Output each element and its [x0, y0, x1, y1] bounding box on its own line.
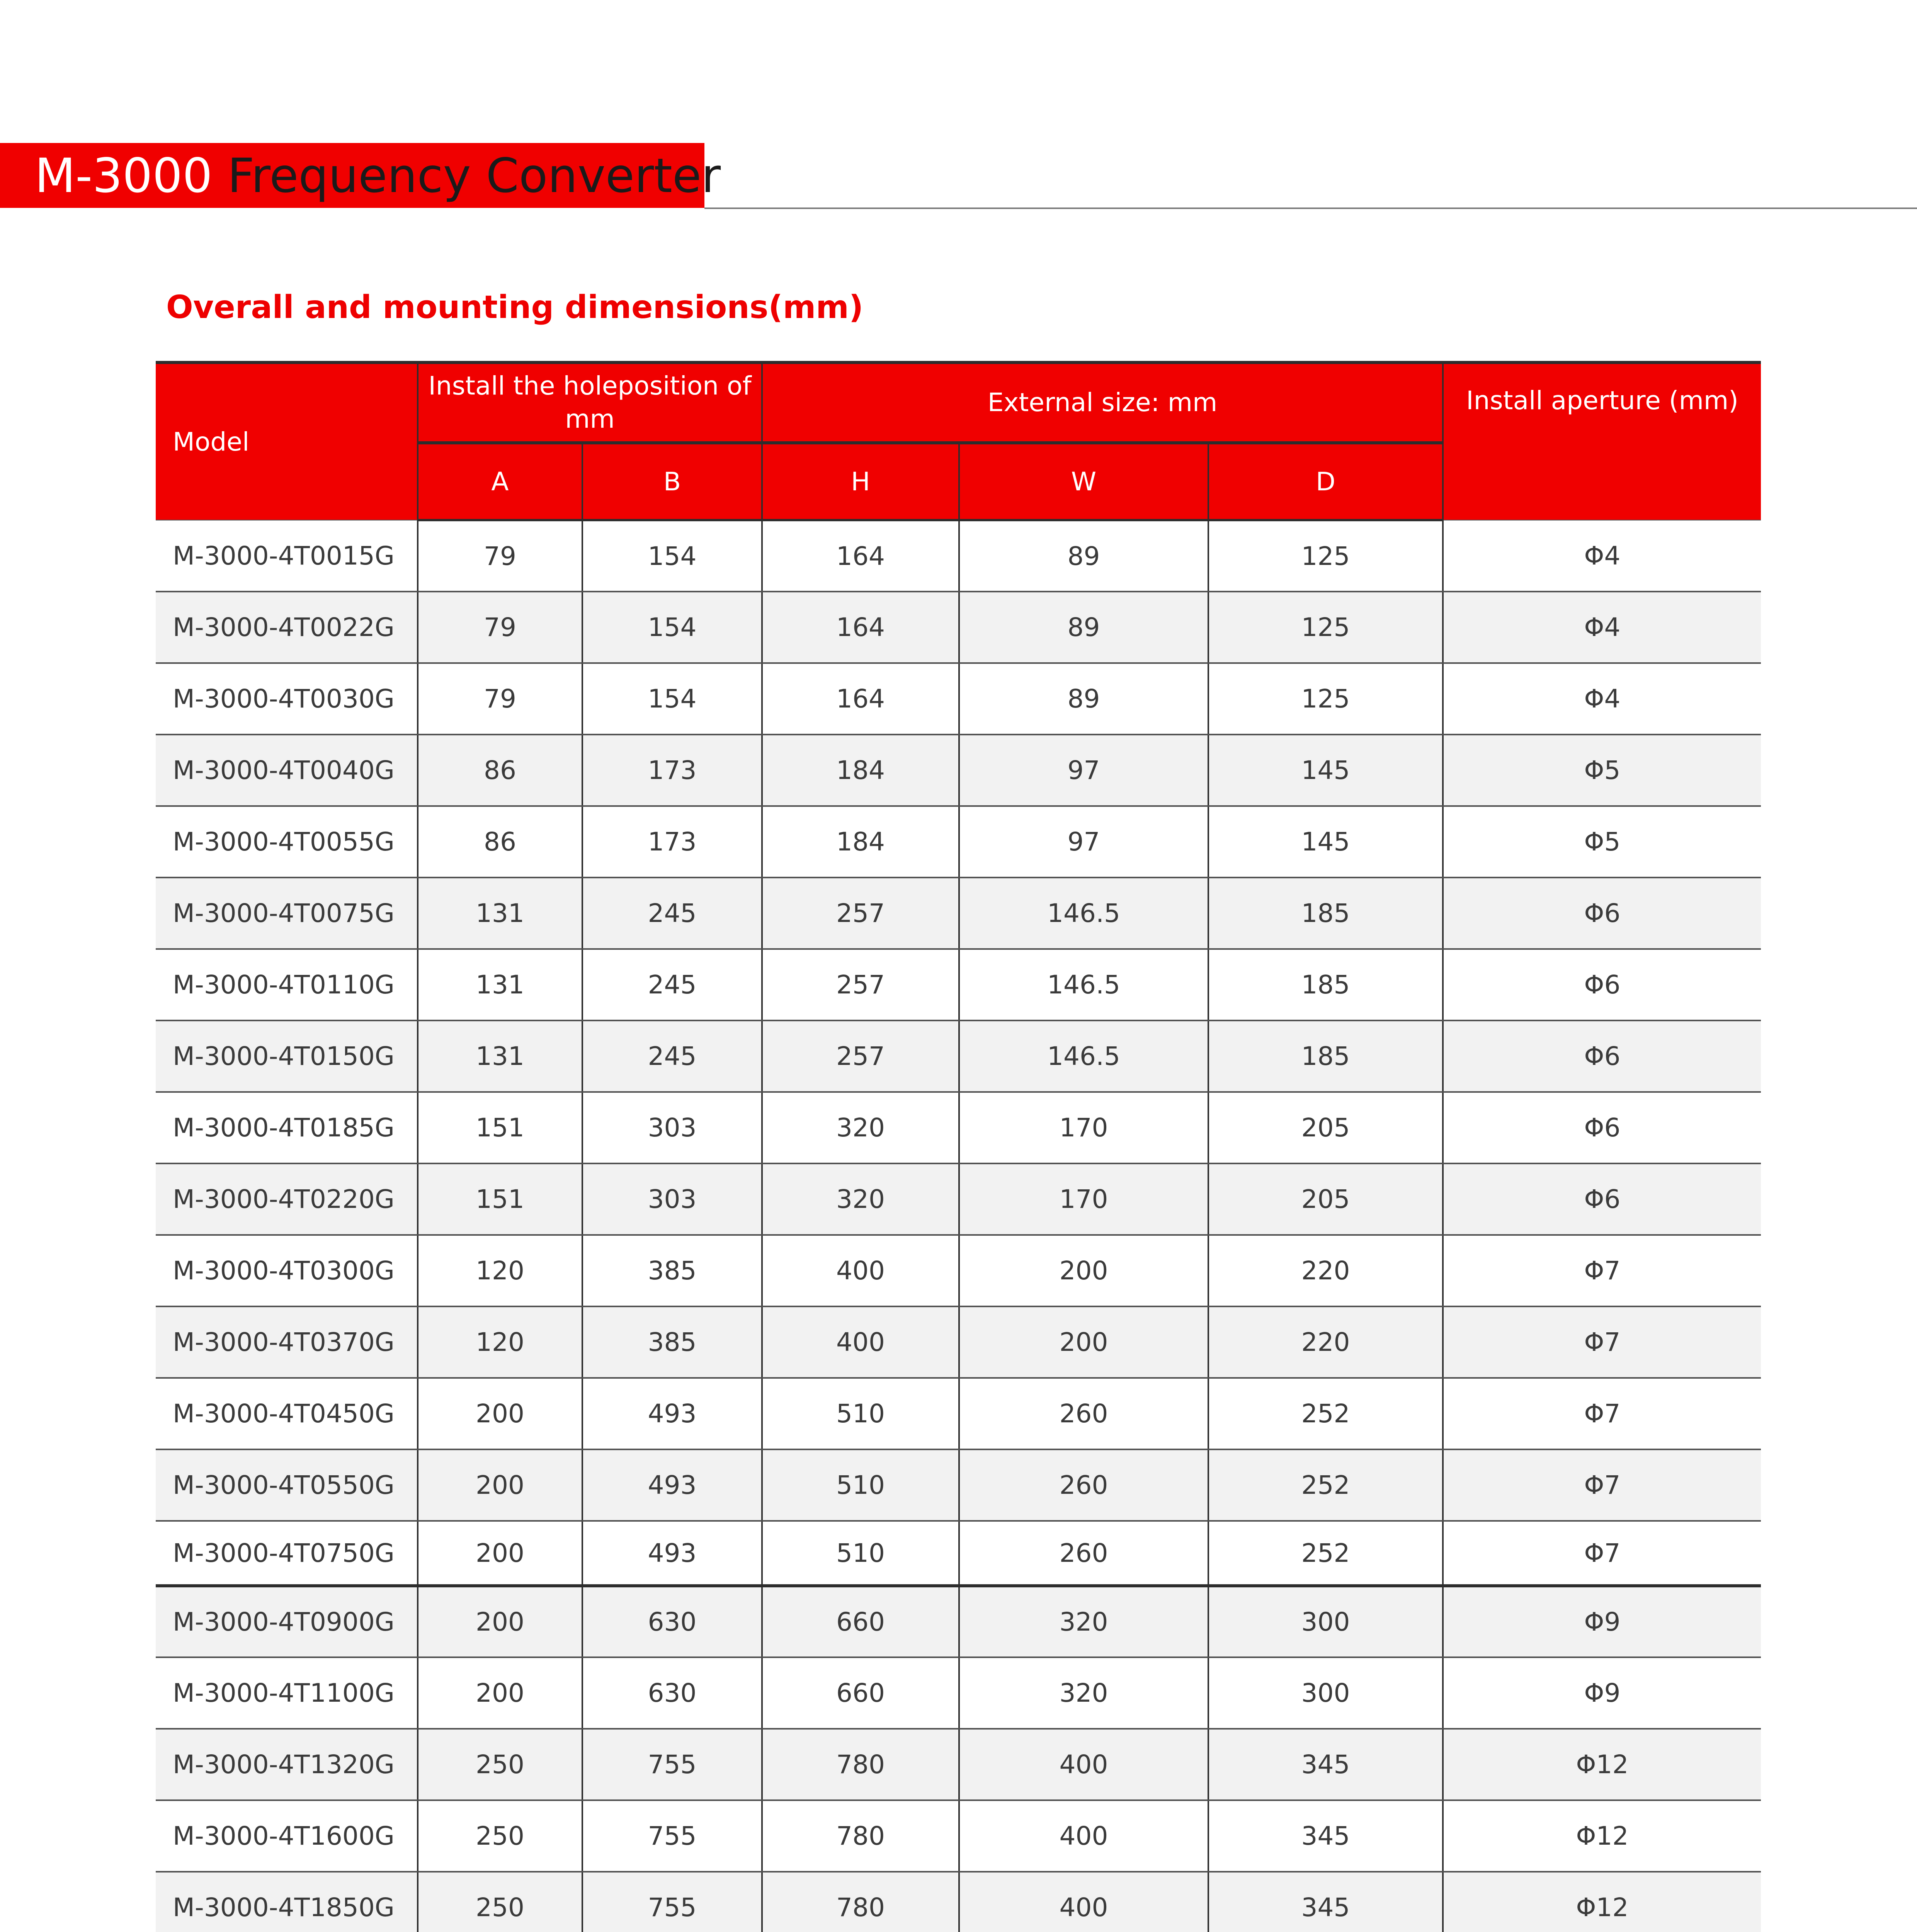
h-cell: 257	[762, 1020, 959, 1092]
a-cell: 131	[418, 949, 582, 1020]
b-cell: 385	[582, 1235, 762, 1306]
model-cell: M-3000-4T0110G	[156, 949, 418, 1020]
a-cell: 250	[418, 1729, 582, 1800]
h-cell: 510	[762, 1378, 959, 1449]
a-cell: 120	[418, 1235, 582, 1306]
table-row	[156, 878, 1761, 949]
d-cell: 300	[1208, 1586, 1443, 1657]
b-cell: 755	[582, 1800, 762, 1872]
aperture-cell: Φ6	[1443, 1163, 1761, 1235]
b-cell: 303	[582, 1092, 762, 1163]
aperture-cell: Φ7	[1443, 1235, 1761, 1306]
table-row	[156, 949, 1761, 1020]
h-cell: 164	[762, 520, 959, 592]
d-cell: 145	[1208, 806, 1443, 878]
table-row	[156, 1521, 1761, 1586]
aperture-cell: Φ4	[1443, 592, 1761, 663]
model-cell: M-3000-4T0300G	[156, 1235, 418, 1306]
w-cell: 260	[959, 1378, 1208, 1449]
aperture-cell: Φ12	[1443, 1800, 1761, 1872]
w-cell: 200	[959, 1235, 1208, 1306]
title-model: M-3000	[35, 148, 213, 203]
table-row	[156, 1872, 1761, 1932]
model-cell: M-3000-4T1600G	[156, 1800, 418, 1872]
header-model: Model	[156, 362, 418, 520]
model-cell: M-3000-4T1850G	[156, 1872, 418, 1932]
d-cell: 220	[1208, 1235, 1443, 1306]
a-cell: 131	[418, 878, 582, 949]
table-row	[156, 592, 1761, 663]
w-cell: 260	[959, 1449, 1208, 1521]
table-row	[156, 1449, 1761, 1521]
a-cell: 131	[418, 1020, 582, 1092]
table-row	[156, 1586, 1761, 1657]
w-cell: 400	[959, 1872, 1208, 1932]
section-title: Overall and mounting dimensions(mm)	[166, 289, 864, 326]
b-cell: 630	[582, 1657, 762, 1729]
header-col-d: D	[1208, 443, 1443, 520]
w-cell: 200	[959, 1306, 1208, 1378]
model-cell: M-3000-4T0075G	[156, 878, 418, 949]
d-cell: 300	[1208, 1657, 1443, 1729]
model-cell: M-3000-4T0185G	[156, 1092, 418, 1163]
model-cell: M-3000-4T0022G	[156, 592, 418, 663]
table-row	[156, 520, 1761, 592]
w-cell: 97	[959, 806, 1208, 878]
header-col-w: W	[959, 443, 1208, 520]
w-cell: 400	[959, 1729, 1208, 1800]
h-cell: 257	[762, 878, 959, 949]
table-row	[156, 1657, 1761, 1729]
w-cell: 170	[959, 1092, 1208, 1163]
aperture-cell: Φ7	[1443, 1449, 1761, 1521]
a-cell: 120	[418, 1306, 582, 1378]
aperture-cell: Φ5	[1443, 806, 1761, 878]
page-title	[35, 145, 721, 207]
table-row	[156, 1020, 1761, 1092]
a-cell: 79	[418, 520, 582, 592]
a-cell: 151	[418, 1092, 582, 1163]
d-cell: 252	[1208, 1521, 1443, 1586]
h-cell: 780	[762, 1872, 959, 1932]
aperture-cell: Φ12	[1443, 1872, 1761, 1932]
d-cell: 185	[1208, 878, 1443, 949]
w-cell: 89	[959, 663, 1208, 735]
model-cell: M-3000-4T0055G	[156, 806, 418, 878]
table-row	[156, 1306, 1761, 1378]
table-header-row	[156, 362, 1761, 443]
h-cell: 257	[762, 949, 959, 1020]
aperture-cell: Φ6	[1443, 1020, 1761, 1092]
model-cell: M-3000-4T1320G	[156, 1729, 418, 1800]
b-cell: 173	[582, 806, 762, 878]
h-cell: 660	[762, 1657, 959, 1729]
h-cell: 164	[762, 592, 959, 663]
a-cell: 200	[418, 1449, 582, 1521]
d-cell: 345	[1208, 1800, 1443, 1872]
model-cell: M-3000-4T0370G	[156, 1306, 418, 1378]
table-row	[156, 663, 1761, 735]
a-cell: 250	[418, 1872, 582, 1932]
d-cell: 220	[1208, 1306, 1443, 1378]
header-col-h: H	[762, 443, 959, 520]
header-external-size: External size: mm	[762, 362, 1443, 443]
model-cell: M-3000-4T0150G	[156, 1020, 418, 1092]
b-cell: 303	[582, 1163, 762, 1235]
h-cell: 400	[762, 1306, 959, 1378]
h-cell: 320	[762, 1092, 959, 1163]
aperture-cell: Φ6	[1443, 949, 1761, 1020]
table-row	[156, 1729, 1761, 1800]
model-cell: M-3000-4T0015G	[156, 520, 418, 592]
aperture-cell: Φ7	[1443, 1521, 1761, 1586]
title-product: Frequency Converter	[227, 148, 721, 203]
h-cell: 780	[762, 1729, 959, 1800]
table-row	[156, 1235, 1761, 1306]
d-cell: 145	[1208, 735, 1443, 806]
h-cell: 400	[762, 1235, 959, 1306]
w-cell: 400	[959, 1800, 1208, 1872]
w-cell: 89	[959, 520, 1208, 592]
h-cell: 320	[762, 1163, 959, 1235]
aperture-cell: Φ4	[1443, 520, 1761, 592]
header-rule	[704, 207, 1917, 209]
model-cell: M-3000-4T1100G	[156, 1657, 418, 1729]
d-cell: 252	[1208, 1378, 1443, 1449]
w-cell: 170	[959, 1163, 1208, 1235]
aperture-cell: Φ12	[1443, 1729, 1761, 1800]
w-cell: 89	[959, 592, 1208, 663]
d-cell: 125	[1208, 663, 1443, 735]
table-row	[156, 1378, 1761, 1449]
a-cell: 86	[418, 806, 582, 878]
table-body	[156, 520, 1761, 1932]
b-cell: 154	[582, 520, 762, 592]
d-cell: 125	[1208, 520, 1443, 592]
a-cell: 200	[418, 1586, 582, 1657]
table-row	[156, 1163, 1761, 1235]
h-cell: 660	[762, 1586, 959, 1657]
b-cell: 154	[582, 663, 762, 735]
dimensions-table	[156, 361, 1761, 1932]
header-col-b: B	[582, 443, 762, 520]
model-cell: M-3000-4T0550G	[156, 1449, 418, 1521]
b-cell: 385	[582, 1306, 762, 1378]
h-cell: 510	[762, 1521, 959, 1586]
aperture-cell: Φ6	[1443, 1092, 1761, 1163]
d-cell: 345	[1208, 1872, 1443, 1932]
d-cell: 185	[1208, 1020, 1443, 1092]
model-cell: M-3000-4T0750G	[156, 1521, 418, 1586]
a-cell: 200	[418, 1378, 582, 1449]
a-cell: 79	[418, 663, 582, 735]
d-cell: 125	[1208, 592, 1443, 663]
b-cell: 173	[582, 735, 762, 806]
table-row	[156, 1800, 1761, 1872]
model-cell: M-3000-4T0220G	[156, 1163, 418, 1235]
b-cell: 630	[582, 1586, 762, 1657]
model-cell: M-3000-4T0040G	[156, 735, 418, 806]
b-cell: 154	[582, 592, 762, 663]
aperture-cell: Φ9	[1443, 1657, 1761, 1729]
b-cell: 245	[582, 878, 762, 949]
h-cell: 164	[762, 663, 959, 735]
w-cell: 146.5	[959, 878, 1208, 949]
w-cell: 260	[959, 1521, 1208, 1586]
h-cell: 510	[762, 1449, 959, 1521]
a-cell: 250	[418, 1800, 582, 1872]
aperture-cell: Φ7	[1443, 1378, 1761, 1449]
d-cell: 205	[1208, 1163, 1443, 1235]
b-cell: 755	[582, 1872, 762, 1932]
b-cell: 245	[582, 949, 762, 1020]
h-cell: 780	[762, 1800, 959, 1872]
a-cell: 200	[418, 1521, 582, 1586]
h-cell: 184	[762, 735, 959, 806]
b-cell: 493	[582, 1449, 762, 1521]
table-row	[156, 806, 1761, 878]
b-cell: 493	[582, 1378, 762, 1449]
aperture-cell: Φ5	[1443, 735, 1761, 806]
aperture-cell: Φ9	[1443, 1586, 1761, 1657]
header-col-a: A	[418, 443, 582, 520]
b-cell: 245	[582, 1020, 762, 1092]
b-cell: 493	[582, 1521, 762, 1586]
aperture-cell: Φ6	[1443, 878, 1761, 949]
model-cell: M-3000-4T0030G	[156, 663, 418, 735]
header-install-aperture: Install aperture (mm)	[1443, 362, 1761, 520]
d-cell: 252	[1208, 1449, 1443, 1521]
w-cell: 97	[959, 735, 1208, 806]
a-cell: 151	[418, 1163, 582, 1235]
aperture-cell: Φ4	[1443, 663, 1761, 735]
h-cell: 184	[762, 806, 959, 878]
model-cell: M-3000-4T0450G	[156, 1378, 418, 1449]
d-cell: 185	[1208, 949, 1443, 1020]
table-row	[156, 1092, 1761, 1163]
a-cell: 86	[418, 735, 582, 806]
aperture-cell: Φ7	[1443, 1306, 1761, 1378]
a-cell: 200	[418, 1657, 582, 1729]
a-cell: 79	[418, 592, 582, 663]
b-cell: 755	[582, 1729, 762, 1800]
d-cell: 205	[1208, 1092, 1443, 1163]
header-install-hole: Install the holeposition of mm	[418, 362, 762, 443]
w-cell: 320	[959, 1586, 1208, 1657]
d-cell: 345	[1208, 1729, 1443, 1800]
w-cell: 146.5	[959, 1020, 1208, 1092]
table-row	[156, 735, 1761, 806]
model-cell: M-3000-4T0900G	[156, 1586, 418, 1657]
w-cell: 146.5	[959, 949, 1208, 1020]
w-cell: 320	[959, 1657, 1208, 1729]
